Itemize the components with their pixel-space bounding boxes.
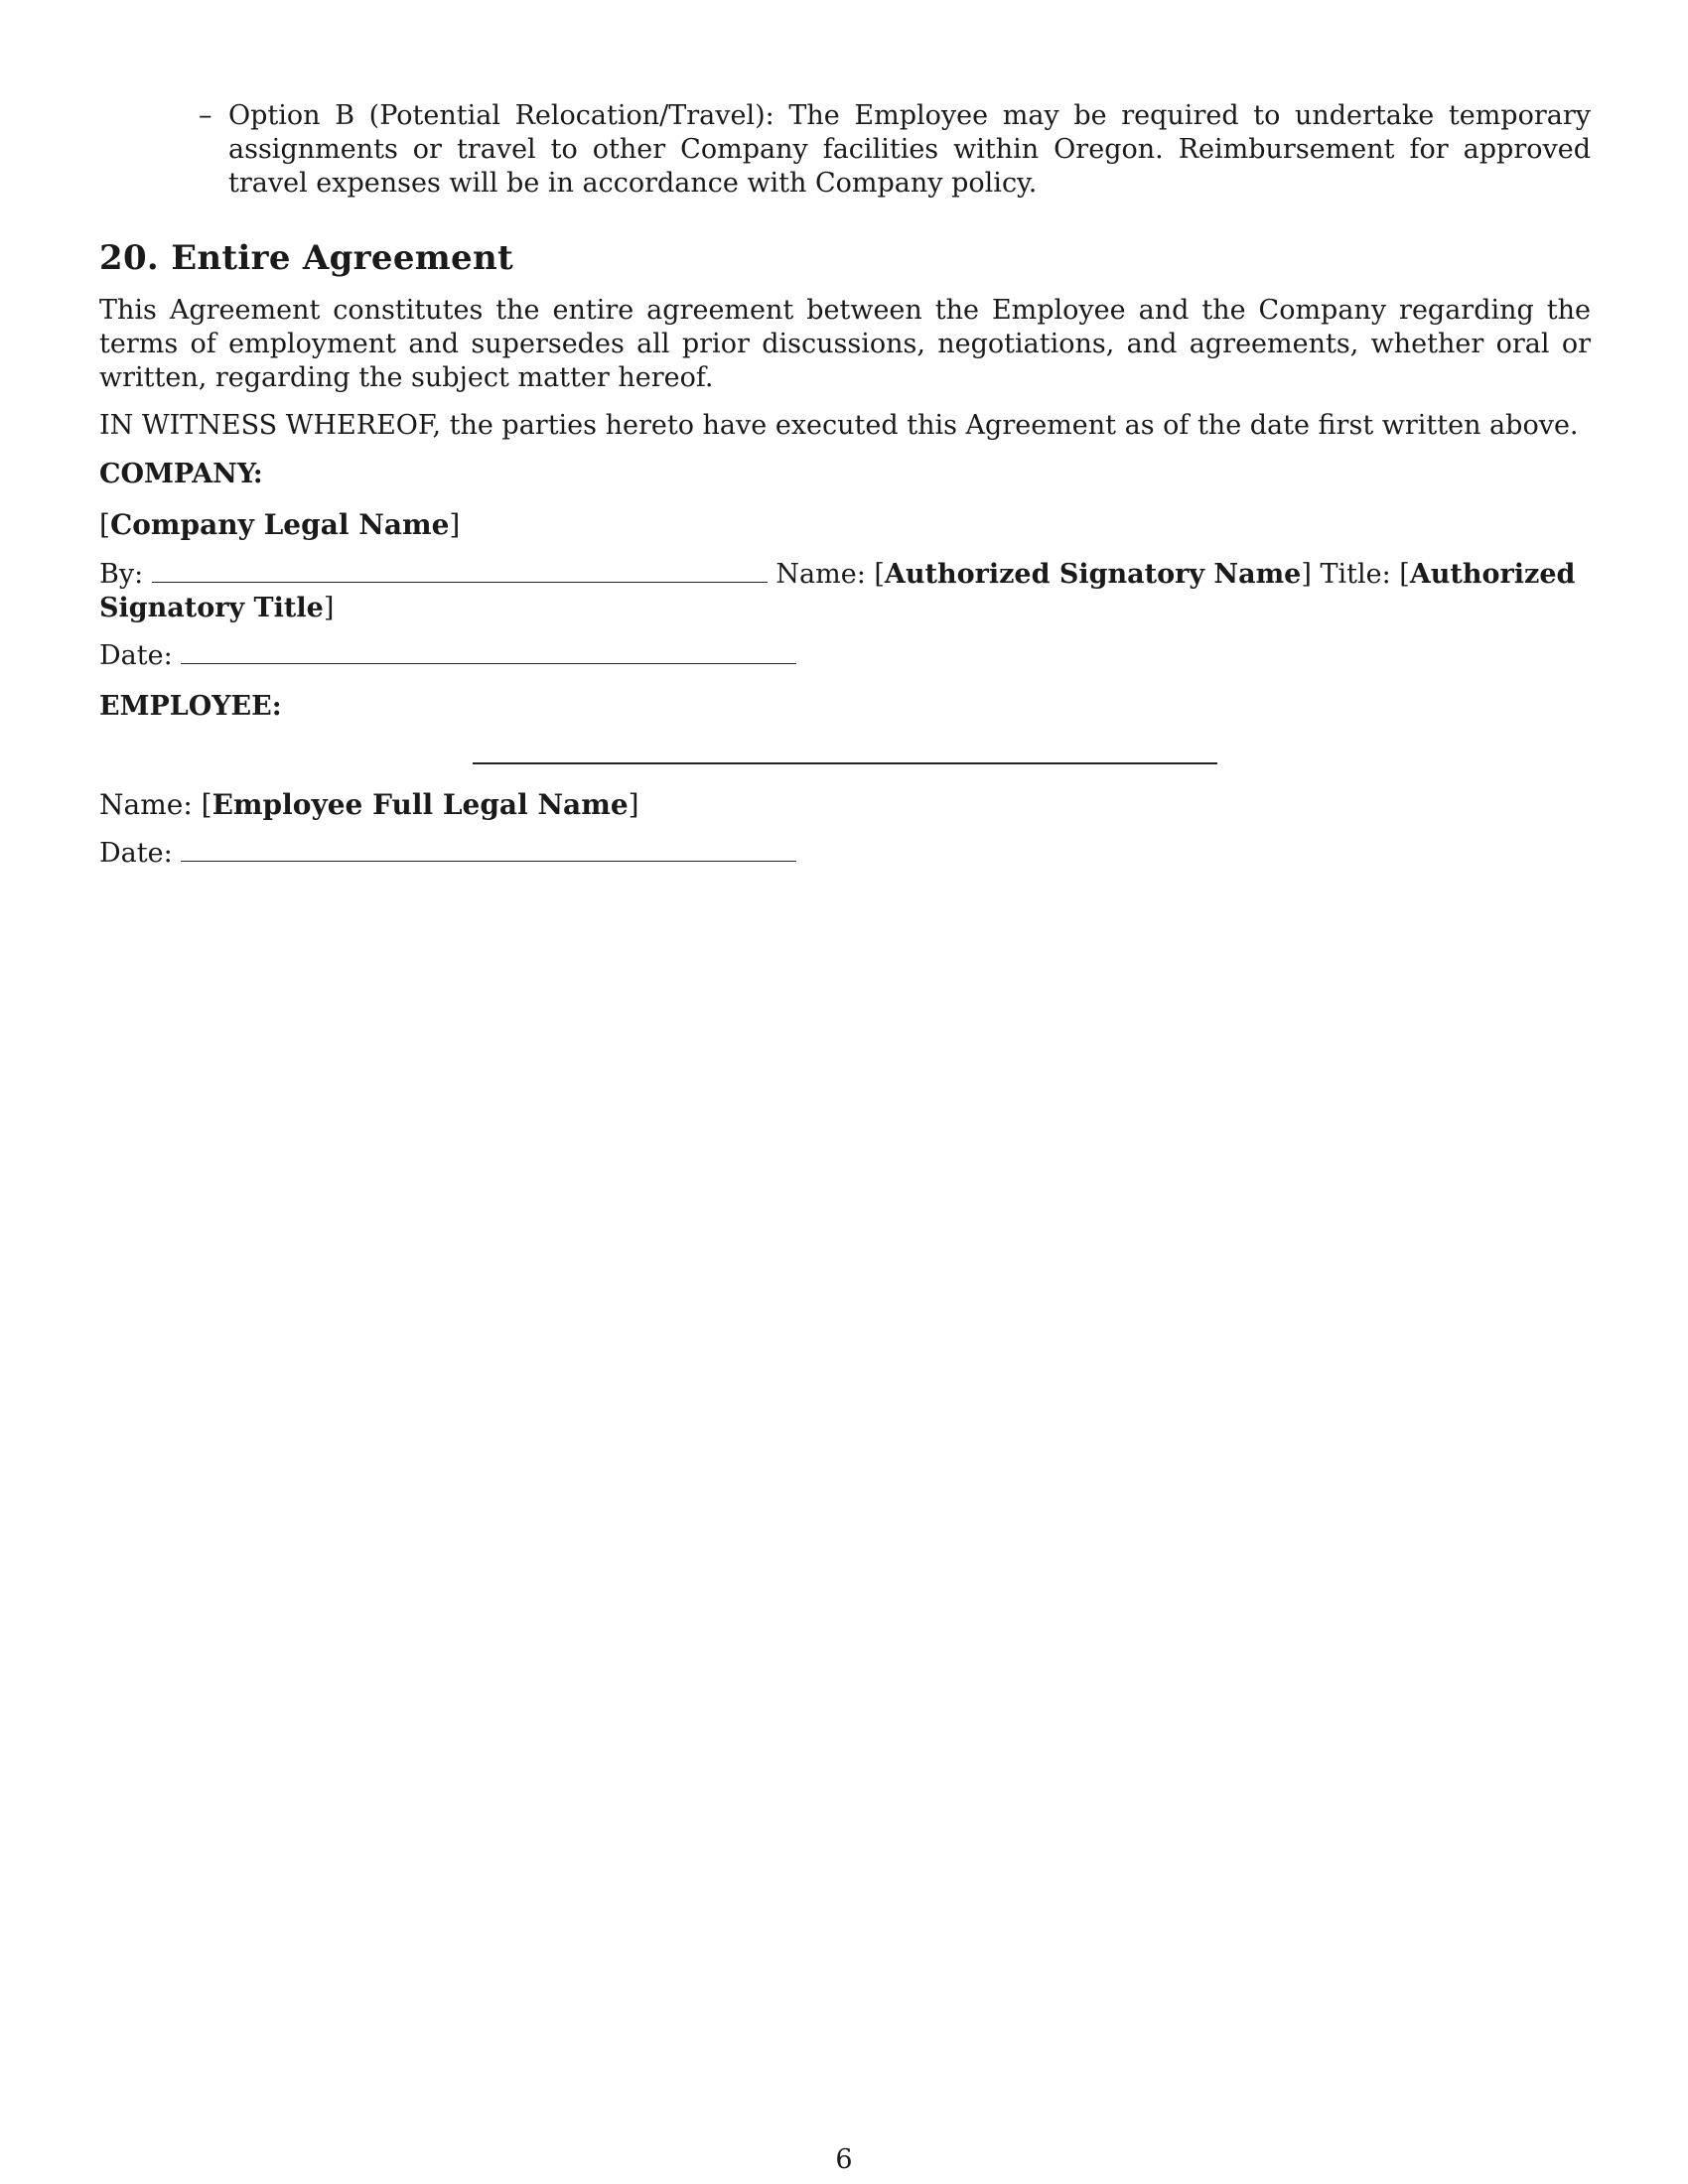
signatory-title-value: Authorized Signatory Title	[99, 559, 1576, 623]
entire-agreement-paragraph: This Agreement constitutes the entire agreement between the Employee and the Company regarding the terms of employment and supersedes all prior discussions, negotiations, and agreements, whether oral or written, regarding the subject matter hereof.	[99, 295, 1591, 393]
company-signature-line: By: Name: [Authorized Signatory Name] Title: [Authorized Signatory Title]	[99, 559, 1576, 623]
employee-name-label: Name:	[99, 788, 193, 821]
employee-label: EMPLOYEE:	[99, 691, 282, 722]
signatory-title-label: Title:	[1320, 559, 1391, 590]
page-number: 6	[835, 2144, 853, 2175]
option-b-text: Option B (Potential Relocation/Travel): The Employee may be required to undertake temporary assignments or travel to other Company facilities within Oregon. Reimbursement for approved travel expenses will be in accordance with Company policy.	[228, 100, 1591, 199]
employee-name-line: Name: [Employee Full Legal Name]	[99, 788, 639, 821]
bracket-open: [	[99, 508, 110, 541]
employee-name-value: Employee Full Legal Name	[211, 788, 629, 821]
company-label: COMPANY:	[99, 459, 263, 489]
section-heading: 20. Entire Agreement	[99, 238, 513, 278]
employee-signature-field[interactable]	[473, 762, 1217, 764]
company-date-label: Date:	[99, 640, 173, 671]
company-legal-name-value: Company Legal Name	[109, 508, 450, 541]
employee-date-field[interactable]	[181, 839, 796, 862]
by-label: By:	[99, 559, 144, 590]
company-signature-field[interactable]	[152, 560, 768, 583]
list-bullet: –	[199, 100, 212, 131]
bracket-close: ]	[449, 508, 461, 541]
witness-paragraph: IN WITNESS WHEREOF, the parties hereto have executed this Agreement as of the date first written above.	[99, 410, 1579, 441]
employee-date-label: Date:	[99, 838, 173, 869]
signatory-name-label: Name:	[775, 559, 866, 590]
company-date-line	[99, 640, 796, 671]
company-date-field[interactable]	[181, 641, 796, 664]
company-legal-name	[99, 508, 460, 541]
employee-date-line	[99, 838, 796, 869]
signatory-name-value: Authorized Signatory Name	[884, 559, 1302, 590]
option-b-item	[199, 99, 1591, 201]
